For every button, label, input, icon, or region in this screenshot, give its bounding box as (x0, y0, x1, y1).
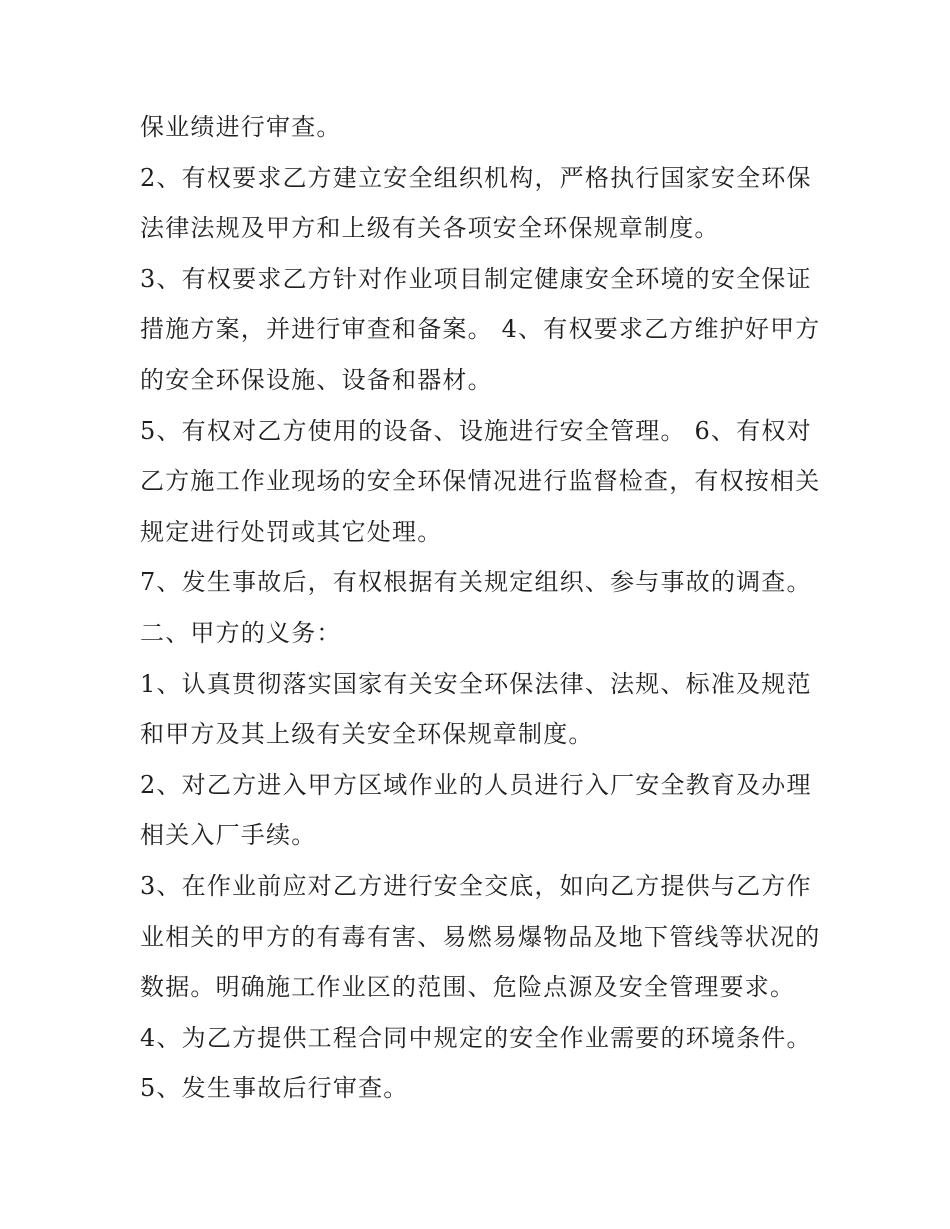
text-line: 7、发生事故后，有权根据有关规定组织、参与事故的调查。 (140, 568, 812, 597)
text-line: 3、在作业前应对乙方进行安全交底，如向乙方提供与乙方作 (140, 871, 812, 900)
text-line: 和甲方及其上级有关安全环保规章制度。 (140, 720, 594, 749)
text-line: 乙方施工作业现场的安全环保情况进行监督检查，有权按相关 (140, 467, 821, 496)
text-line: 2、对乙方进入甲方区域作业的人员进行入厂安全教育及办理 (140, 770, 812, 799)
text-line: 规定进行处罚或其它处理。 (140, 517, 443, 546)
text-line: 相关入厂手续。 (140, 821, 317, 850)
text-line: 1、认真贯彻落实国家有关安全环保法律、法规、标准及规范 (140, 669, 812, 698)
text-line: 措施方案，并进行审查和备案。 4、有权要求乙方维护好甲方 (140, 315, 821, 344)
document-body (140, 102, 820, 1114)
text-line: 法律法规及甲方和上级有关各项安全环保规章制度。 (140, 214, 720, 243)
text-line: 3、有权要求乙方针对作业项目制定健康安全环境的安全保证 (140, 264, 812, 293)
text-line: 数据。明确施工作业区的范围、危险点源及安全管理要求。 (140, 973, 796, 1002)
text-line: 5、有权对乙方使用的设备、设施进行安全管理。 6、有权对 (140, 416, 812, 445)
text-line: 的安全环保设施、设备和器材。 (140, 365, 493, 394)
text-line: 保业绩进行审查。 (140, 113, 342, 141)
text-line: 4、为乙方提供工程合同中规定的安全作业需要的环境条件。 (140, 1023, 812, 1052)
text-line: 5、发生事故后行审查。 (140, 1074, 409, 1103)
section-heading: 二、甲方的义务： (140, 618, 342, 647)
text-line: 2、有权要求乙方建立安全组织机构，严格执行国家安全环保 (140, 163, 812, 192)
text-line: 业相关的甲方的有毒有害、易燃易爆物品及地下管线等状况的 (140, 922, 821, 951)
